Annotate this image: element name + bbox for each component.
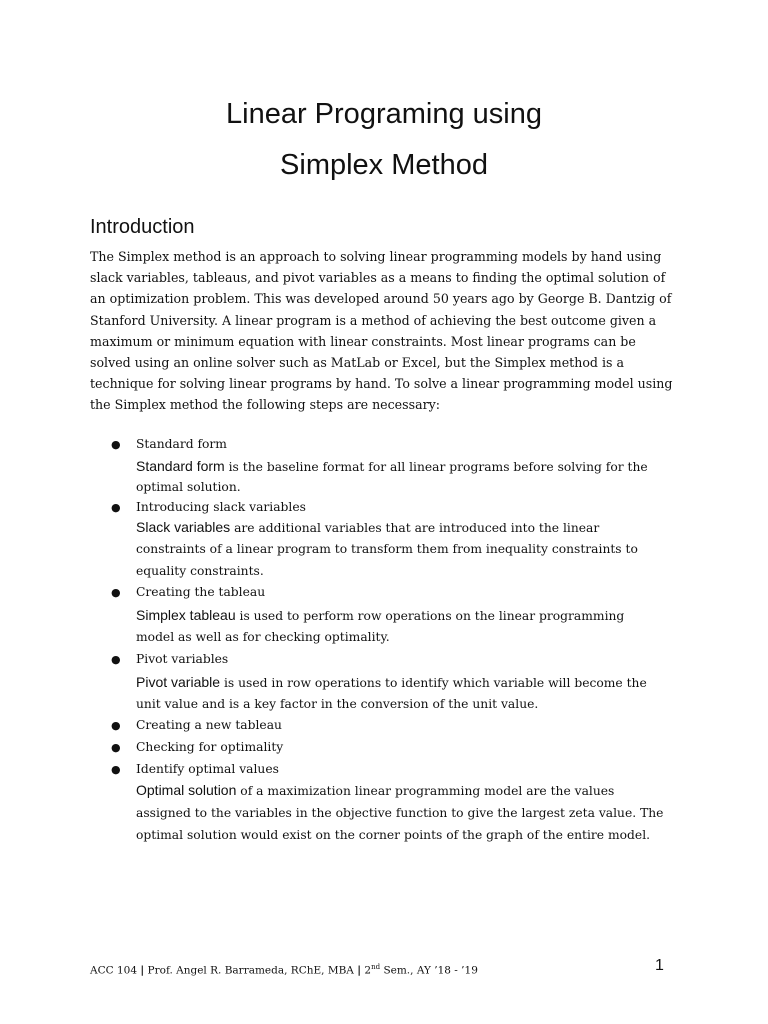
description-text: is used to perform row operations on the linear programming <box>235 609 625 623</box>
footer-semester-number: 2 <box>364 964 372 977</box>
description-text: of a maximization linear programming model are the values <box>236 784 615 798</box>
list-item-label: Identify optimal values <box>136 762 279 776</box>
bullet-icon: ● <box>111 763 121 776</box>
intro-line: solved using an online solver such as MatLab or Excel, but the Simplex method is a <box>90 355 624 371</box>
description-line: unit value and is a key factor in the conversion of the unit value. <box>136 697 539 711</box>
intro-line: slack variables, tableaus, and pivot variables as a means to finding the optimal solution of <box>90 270 666 286</box>
list-item-description <box>136 458 648 474</box>
intro-line: maximum or minimum equation with linear constraints. Most linear programs can be <box>90 333 636 349</box>
list-item-description <box>136 674 647 690</box>
list-item-label: Creating a new tableau <box>136 718 282 732</box>
section-heading-introduction: Introduction <box>90 216 195 238</box>
list-item-label: Creating the tableau <box>136 585 266 599</box>
description-text: are additional variables that are introduced into the linear <box>230 521 600 535</box>
term-bold: Standard form <box>136 458 225 474</box>
bullet-icon: ● <box>111 719 121 732</box>
term-bold: Pivot variable <box>136 674 221 690</box>
page-number: 1 <box>655 957 664 974</box>
title-line-1: Linear Programing using <box>226 98 542 130</box>
description-line: constraints of a linear program to transform them from inequality constraints to <box>136 542 638 556</box>
list-item-description <box>136 782 614 798</box>
footer-course: ACC 104 <box>90 964 138 977</box>
description-text: is the baseline format for all linear programs before solving for the <box>224 460 648 474</box>
footer-professor: Prof. Angel R. Barrameda, RChE, MBA <box>147 964 354 977</box>
list-item-label: Introducing slack variables <box>136 500 306 514</box>
intro-line: Stanford University. A linear program is a method of achieving the best outcome given a <box>90 312 657 328</box>
list-item-label: Standard form <box>136 437 227 451</box>
page-footer <box>90 963 478 977</box>
term-bold: Simplex tableau <box>136 607 236 623</box>
description-line: equality constraints. <box>136 564 264 578</box>
bullet-icon: ● <box>111 438 121 451</box>
description-line: model as well as for checking optimality. <box>136 630 390 644</box>
list-item-label: Pivot variables <box>136 652 229 666</box>
intro-line: The Simplex method is an approach to solving linear programming models by hand using <box>90 249 662 264</box>
intro-line: technique for solving linear programs by hand. To solve a linear programming model using <box>90 376 673 392</box>
description-line: optimal solution would exist on the corner points of the graph of the entire model. <box>136 828 651 842</box>
intro-line: the Simplex method the following steps are necessary: <box>90 397 440 413</box>
title-line-2: Simplex Method <box>280 149 488 181</box>
description-line: optimal solution. <box>136 480 241 494</box>
footer-separator: | <box>357 964 362 977</box>
description-text: is used in row operations to identify which variable will become the <box>220 676 647 690</box>
bullet-icon: ● <box>111 653 121 666</box>
footer-separator: | <box>140 964 145 977</box>
list-item-description <box>136 607 624 623</box>
term-bold: Optimal solution <box>136 782 237 798</box>
list-item-description <box>136 519 599 535</box>
bullet-icon: ● <box>111 741 121 754</box>
description-line: assigned to the variables in the objective function to give the largest zeta value. The <box>136 806 664 820</box>
footer-semester-text: Sem., AY ’18 - ’19 <box>380 964 478 977</box>
term-bold: Slack variables <box>136 519 231 535</box>
bullet-icon: ● <box>111 501 121 514</box>
intro-line: an optimization problem. This was developed around 50 years ago by George B. Dantzig of <box>90 291 672 307</box>
footer-semester-suffix: nd <box>371 963 381 971</box>
bullet-icon: ● <box>111 586 121 599</box>
list-item-label: Checking for optimality <box>136 740 284 754</box>
